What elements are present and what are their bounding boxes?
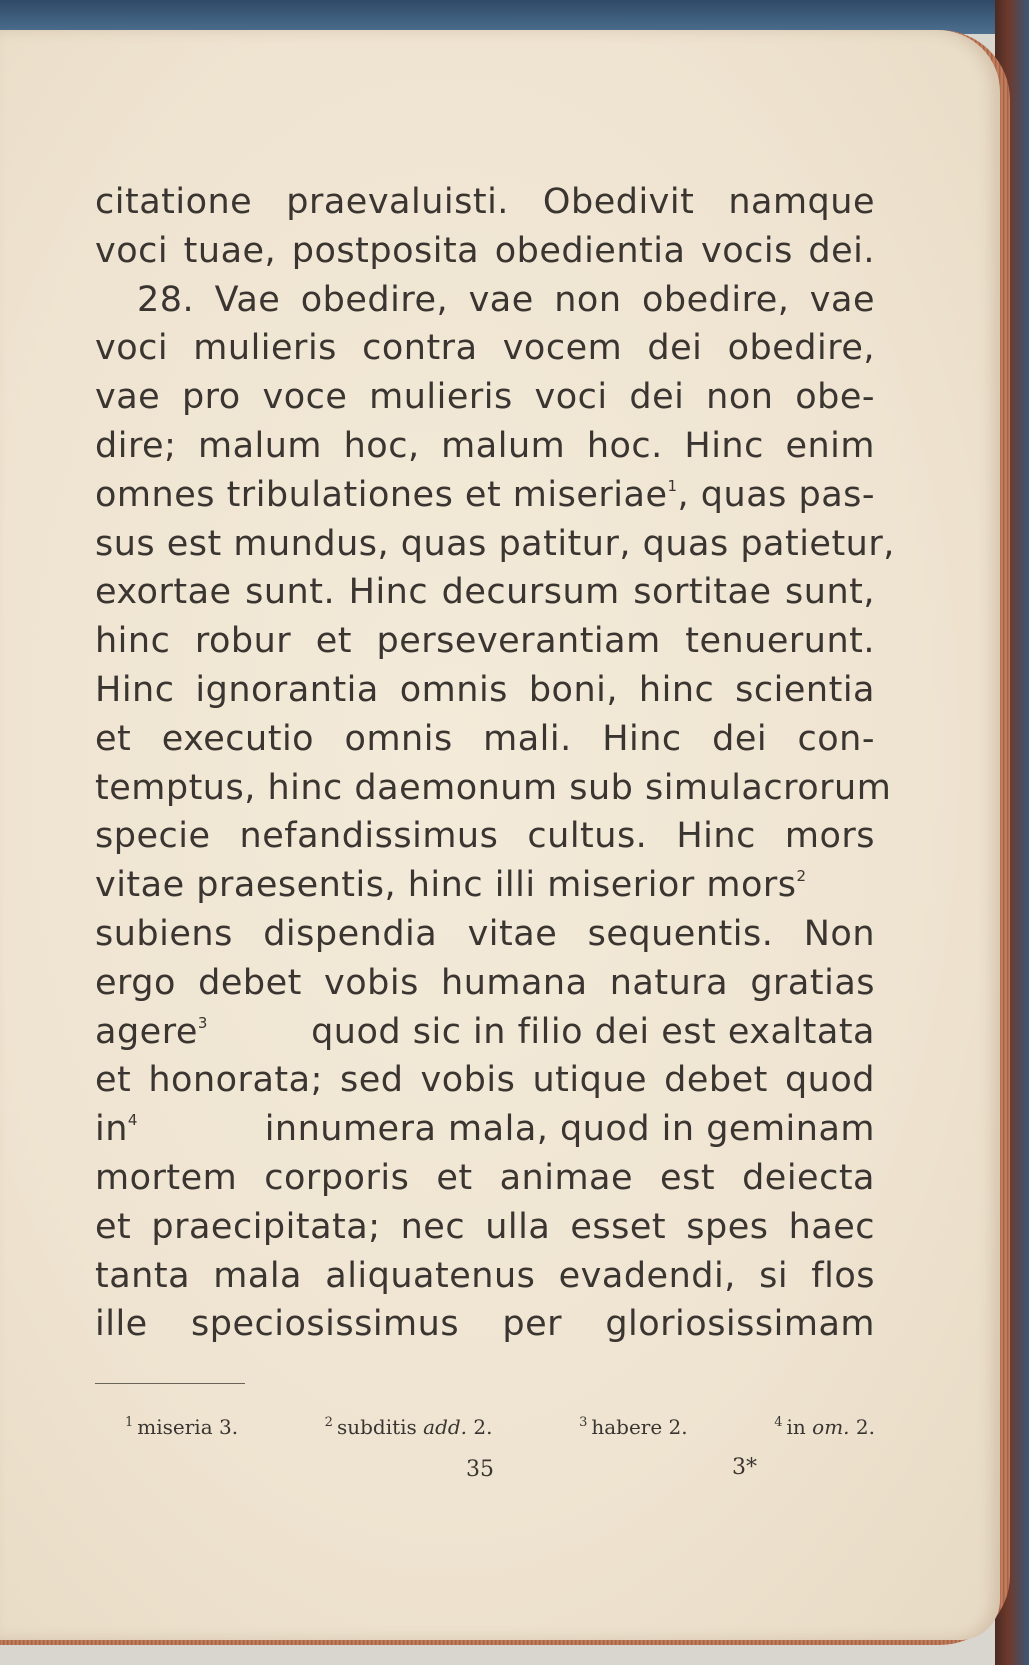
footnote-4 (774, 1415, 875, 1439)
text-fragment: omnes tribulationes et miseriae (95, 474, 668, 515)
text-line: hinc robur et perseverantiam tenuerunt. (95, 621, 875, 662)
footnote-marker: 2 (796, 867, 807, 886)
text-line (95, 471, 875, 520)
footnote-number: 2 (324, 1415, 333, 1430)
text-line: subiens dispendia vitae sequentis. Non (95, 913, 875, 954)
signature-mark: 3* (732, 1455, 757, 1480)
text-line: voci mulieris contra vocem dei obedire, (95, 328, 875, 369)
text-line: et executio omnis mali. Hinc dei con- (95, 718, 875, 759)
text-fragment: innumera mala, quod in geminam (264, 1109, 875, 1150)
text-line: vae pro voce mulieris voci dei non obe- (95, 377, 875, 418)
text-line (95, 1105, 875, 1154)
book-cover-top (0, 0, 1029, 34)
footnote-tail: 2. (855, 1415, 875, 1439)
footnote-number: 3 (579, 1415, 588, 1430)
page-number: 35 (466, 1457, 494, 1482)
text-line: et honorata; sed vobis utique debet quod (95, 1060, 875, 1101)
footnote-marker: 1 (667, 476, 678, 495)
footnote-italic: om. (812, 1415, 850, 1439)
footnote-text: in (786, 1415, 806, 1439)
footnote-number: 4 (774, 1415, 783, 1430)
text-line (95, 861, 875, 910)
footnote-marker: 3 (197, 1013, 208, 1032)
footnote-tail: 2. (473, 1415, 493, 1439)
footnote-2 (325, 1415, 493, 1439)
text-fragment: quod sic in filio dei est exaltata (311, 1011, 875, 1052)
footnote-3 (579, 1415, 688, 1439)
text-line: temptus, hinc daemonum sub simulacrorum (95, 767, 892, 808)
footnote-rule (95, 1383, 245, 1384)
text-line: Hinc ignorantia omnis boni, hinc scientia (95, 669, 875, 710)
text-fragment: in (95, 1109, 128, 1150)
footnote-text: subditis (336, 1415, 417, 1439)
text-line: ille speciosissimus per gloriosissimam (95, 1304, 875, 1345)
text-fragment (95, 1008, 208, 1057)
text-line: citatione praevaluisti. Obedivit namque (95, 182, 875, 222)
text-fragment (95, 1105, 138, 1154)
text-line (95, 1008, 875, 1057)
text-line: mortem corporis et animae est deiecta (95, 1157, 875, 1198)
text-line: dire; malum hoc, malum hoc. Hinc enim (95, 425, 875, 466)
text-line: 28. Vae obedire, vae non obedire, vae (137, 279, 875, 320)
footnote-text: miseria 3. (137, 1415, 239, 1439)
text-line: et praecipitata; nec ulla esset spes haec (95, 1206, 875, 1247)
footnote-text: habere 2. (591, 1415, 688, 1439)
footnote-number: 1 (125, 1415, 134, 1430)
text-line: sus est mundus, quas patitur, quas patietur, (95, 523, 895, 564)
text-fragment: , quas pas- (677, 474, 876, 515)
text-line: tanta mala aliquatenus evadendi, si flos (95, 1255, 875, 1296)
text-fragment: vitae praesentis, hinc illi miserior mors (95, 865, 797, 906)
body-text (95, 178, 895, 1349)
footnote-italic: add. (423, 1415, 468, 1439)
footnote-marker: 4 (127, 1111, 138, 1130)
text-line: exortae sunt. Hinc decursum sortitae sunt, (95, 572, 875, 613)
footnote-1 (125, 1415, 238, 1439)
text-line: ergo debet vobis humana natura gratias (95, 962, 875, 1003)
text-fragment: agere (95, 1011, 198, 1052)
text-line: voci tuae, postposita obedientia vocis dei. (95, 230, 875, 271)
footnotes (125, 1415, 875, 1439)
text-line: specie nefandissimus cultus. Hinc mors (95, 816, 875, 857)
